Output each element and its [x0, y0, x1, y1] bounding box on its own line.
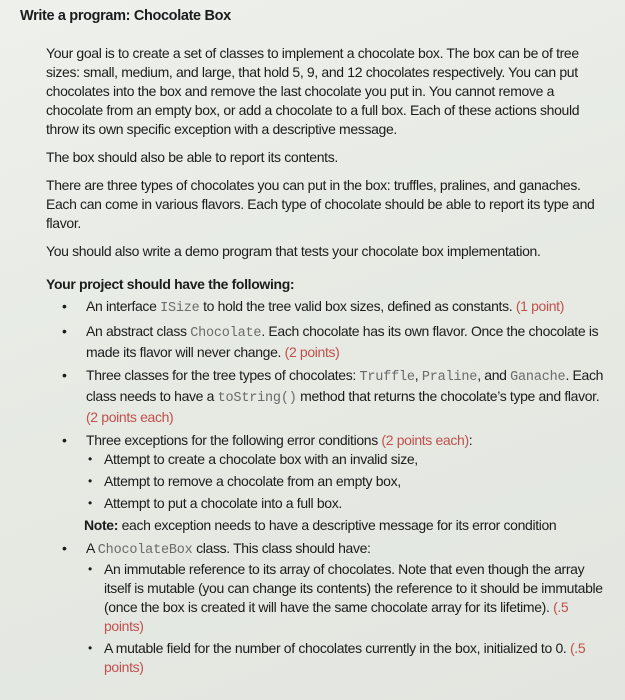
points-label: (1 point) — [515, 298, 565, 314]
code-identifier: toString() — [217, 391, 297, 406]
text-segment: , — [414, 367, 422, 383]
code-identifier: Chocolate — [190, 326, 262, 341]
assignment-title: Write a program: Chocolate Box — [20, 8, 231, 24]
text-segment: An immutable reference to its array of chocolates. Note that even though the array itself is mutable (you can change its contents) the reference to it should be immutable (once the box is created it will have the same chocolate array for its lifetime). — [104, 561, 603, 615]
requirement-item — [46, 366, 606, 427]
exception-note — [84, 516, 606, 535]
code-identifier: ISize — [160, 301, 200, 316]
note-label: Note: — [84, 517, 119, 533]
code-identifier: Truffle — [359, 370, 415, 385]
points-label: (2 points each) — [86, 409, 174, 425]
sub-requirement-item — [86, 472, 606, 491]
text-segment: , and — [477, 367, 511, 383]
sub-requirement-item — [86, 560, 606, 636]
points-label: (2 points) — [284, 344, 340, 360]
demo-paragraph: You should also write a demo program that tests your chocolate box implementation. — [46, 243, 541, 259]
requirement-item — [46, 322, 606, 362]
requirement-item — [46, 539, 606, 677]
text-segment: : — [468, 432, 473, 448]
requirements-list — [46, 297, 606, 677]
requirements-heading: Your project should have the following: — [46, 276, 295, 292]
requirement-item — [46, 431, 606, 535]
points-label: (.5 points) — [104, 640, 586, 675]
points-label: (2 points each) — [381, 432, 469, 448]
intro-paragraph: Your goal is to create a set of classes to implement a chocolate box. The box can be of tree sizes: small, medium, and large, that hold 5, 9, and 12 chocolates respectively. You can put chocolates into the box and remove the last chocolate you put in. You cannot remove a chocolate from an empty box, or add a chocolate to a full box. Each of these actions should throw its own specific exception with a descriptive message. — [46, 45, 580, 137]
requirement-item — [46, 297, 606, 318]
text-segment: method that returns the chocolate’s type and flavor. — [296, 388, 600, 404]
sub-requirement-item — [86, 639, 606, 677]
text-segment: . Each chocolate has its own flavor. Once the chocolate is made its flavor will never change. — [86, 323, 599, 360]
assignment-body — [46, 44, 606, 681]
text-segment: Attempt to put a chocolate into a full box. — [104, 495, 342, 511]
text-segment: An interface — [86, 298, 161, 314]
text-segment: . Each class needs to have a — [86, 367, 604, 404]
text-segment: to hold the tree valid box sizes, defined as constants. — [199, 298, 516, 314]
contents-paragraph: The box should also be able to report its contents. — [46, 149, 338, 165]
text-segment: Three exceptions for the following error conditions — [86, 432, 382, 448]
sub-requirement-item — [86, 450, 606, 469]
text-segment: each exception needs to have a descriptive message for its error condition — [118, 517, 557, 533]
code-identifier: Ganache — [510, 370, 566, 385]
sub-requirement-list — [86, 450, 606, 513]
chocolate-types-paragraph: There are three types of chocolates you can put in the box: truffles, pralines, and ganaches. Each can come in various flavors. Each type of chocolate should be able to report its type and flavor. — [46, 177, 595, 231]
points-label: (.5 points) — [104, 599, 569, 634]
text-segment: An abstract class — [86, 323, 191, 339]
text-segment: A — [86, 540, 98, 556]
sub-requirement-item — [86, 494, 606, 513]
text-segment: A mutable field for the number of chocolates currently in the box, initialized to 0. — [104, 640, 570, 656]
text-segment: Attempt to create a chocolate box with an invalid size, — [104, 451, 418, 467]
text-segment: Three classes for the tree types of chocolates: — [86, 367, 360, 383]
text-segment: Attempt to remove a chocolate from an empty box, — [104, 473, 401, 489]
sub-requirement-list — [86, 560, 606, 677]
text-segment: class. This class should have: — [192, 540, 371, 556]
code-identifier: Praline — [421, 370, 478, 385]
code-identifier: ChocolateBox — [97, 543, 193, 558]
